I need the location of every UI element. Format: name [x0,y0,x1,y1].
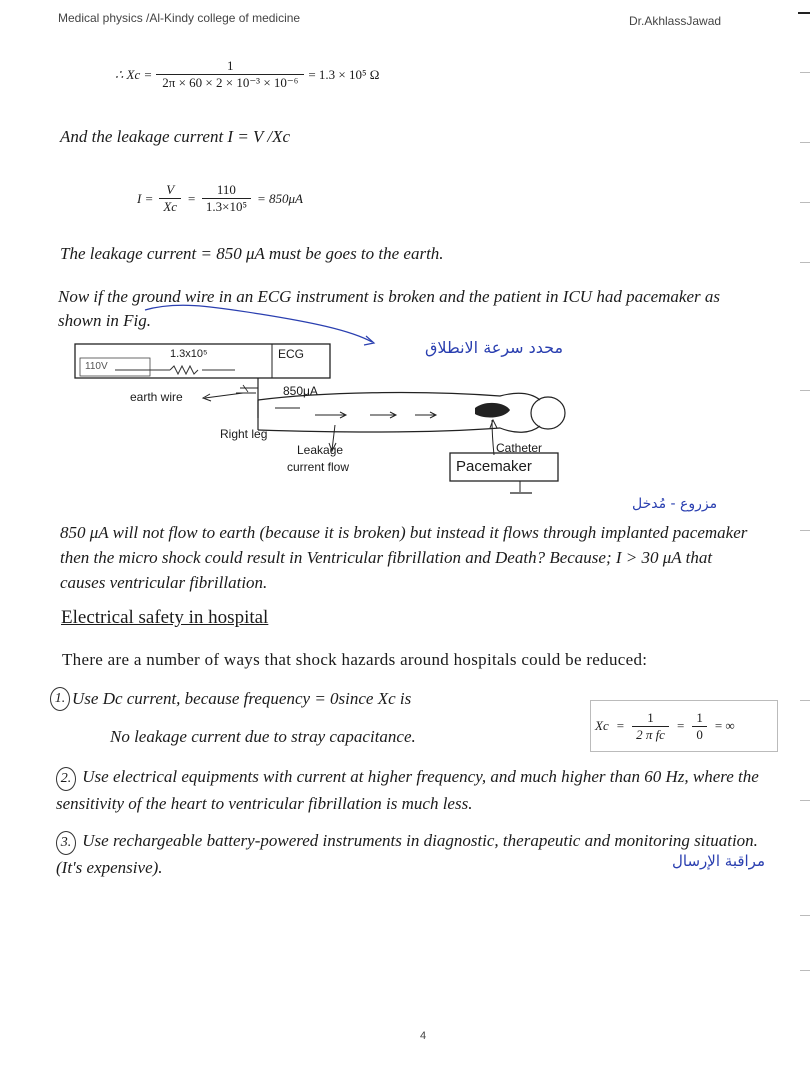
eq2-result: = 850μA [256,190,303,206]
fig-leakage-label-1: Leakage [297,443,344,457]
item-number: 3. [56,831,76,855]
list-item [50,687,411,711]
page-number: 4 [420,1030,427,1042]
eq2-den2: 1.3×10⁵ [202,198,251,215]
fig-right-leg-label: Right leg [220,427,268,441]
eq2-eq: = [187,190,196,206]
xc-eq: = [616,718,625,733]
scan-edge-mark [800,915,810,916]
eq2-num2: 110 [216,182,236,197]
scan-edge-mark [800,800,810,801]
item-subtext: No leakage current due to stray capacitance. [110,727,416,746]
xc-lhs: Xc [595,718,609,733]
intro-text: There are a number of ways that shock hazards around hospitals could be reduced: [62,650,648,669]
xc-eq2: = [676,718,685,733]
leakage-formula-line: And the leakage current I = V /Xc [60,127,291,146]
header-left: Medical physics /Al-Kindy college of medicine [58,11,301,25]
eq2-num1: V [166,182,175,197]
eq1-fraction [156,58,304,91]
xc-num2: 1 [696,709,703,725]
item-number: 1. [50,687,70,711]
annotation-monitoring-arabic: مراقبة الإرسال [672,852,765,870]
fig-catheter-label: Catheter [496,441,543,455]
eq2-fraction-1 [159,182,181,215]
scan-edge-mark [798,12,810,14]
list-item [56,828,776,880]
annotation-pacemaker-arabic: محدد سرعة الانطلاق [425,338,564,357]
eq1-lhs: ∴ Xc = [115,66,153,82]
scan-edge-mark [800,390,810,391]
xc-fraction-1 [632,710,669,743]
equation-current [137,182,303,215]
leakage-statement: The leakage current = 850 μA must be goes to the earth. [60,244,444,263]
scan-edge-mark [800,142,810,143]
eq1-den: 2π × 60 × 2 × 10⁻³ × 10⁻⁶ [156,74,304,91]
eq1-result: = 1.3 × 10⁵ Ω [308,66,380,82]
list-item [56,764,776,816]
item-text: Use rechargeable battery-powered instruments in diagnostic, therapeutic and monitoring situation. (It's expensive). [56,831,758,877]
fig-leakage-label-2: current flow [287,460,350,474]
xc-den2: 0 [692,726,707,743]
equation-xc [115,58,379,91]
eq2-den1: Xc [159,198,181,215]
figure-drawing [60,340,600,510]
fig-earth-wire-label: earth wire [130,390,183,404]
scan-edge-mark [800,530,810,531]
xc-fraction-2 [692,710,707,743]
scan-edge-mark [800,262,810,263]
xc-result: = ∞ [714,718,735,733]
fig-voltage-label: 110V [85,361,108,372]
item-number: 2. [56,767,76,791]
scan-edge-mark [800,72,810,73]
header-right: Dr.AkhlassJawad [629,14,722,28]
xc-num1: 1 [647,709,654,725]
scan-edge-mark [800,700,810,701]
fig-pacemaker-label: Pacemaker [456,458,532,475]
ecg-pacemaker-figure [60,340,600,510]
fig-resistance-label: 1.3x10⁵ [170,348,208,360]
xc-infinity-box [590,700,778,752]
annotation-implanted-arabic: مزروع - مُدخل [632,496,718,512]
micro-shock-paragraph: 850 μA will not flow to earth (because it is broken) but instead it flows through implanted pacemaker then the micro shock could result in Ventricular fibrillation and Death? Because; I > 30 μA that causes ventricular fibrillation. [60,523,748,592]
eq2-lhs: I = [137,190,154,206]
item-text: Use Dc current, because frequency = 0since Xc is [72,689,412,708]
xc-den1: 2 π fc [632,726,669,743]
scan-edge-mark [800,202,810,203]
section-title: Electrical safety in hospital [61,607,269,628]
eq1-num: 1 [227,58,234,73]
item-text: Use electrical equipments with current at higher frequency, and much higher than 60 Hz, where the sensitivity of the heart to ventricular fibrillation is much less. [56,767,759,813]
eq2-fraction-2 [202,182,251,215]
scan-edge-mark [800,970,810,971]
fig-ecg-label: ECG [278,347,305,361]
ground-wire-paragraph: Now if the ground wire in an ECG instrument is broken and the patient in ICU had pacemaker as shown in Fig. [58,287,721,330]
fig-current-label: 850μA [283,384,318,398]
